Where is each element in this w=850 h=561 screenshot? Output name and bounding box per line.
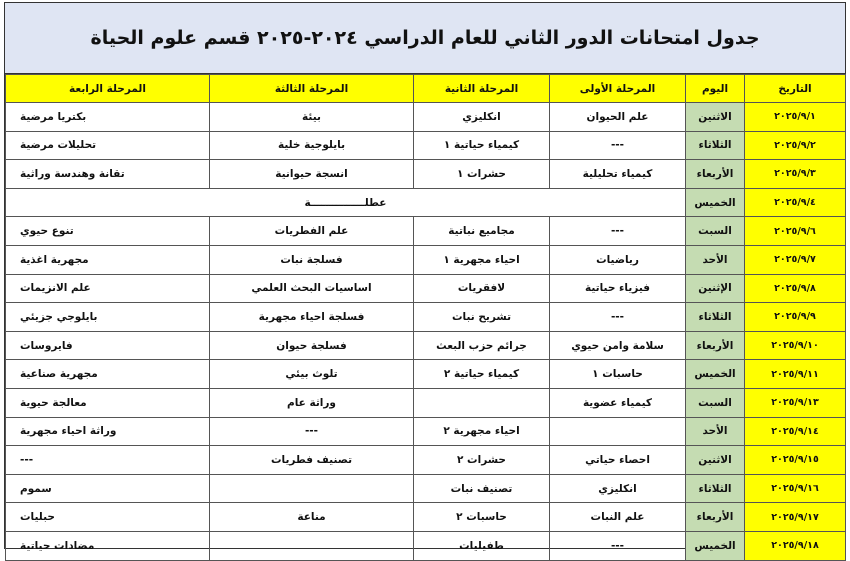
cell-stage-4: تقانة وهندسة وراثية (6, 160, 210, 189)
cell-day: السبت (686, 388, 745, 417)
cell-stage-4: فايروسات (6, 331, 210, 360)
cell-date: ٢٠٢٥/٩/١٤ (745, 417, 846, 446)
header-stage-2: المرحلة الثانية (414, 75, 550, 103)
cell-day: الثلاثاء (686, 131, 745, 160)
cell-day: الاثنين (686, 446, 745, 475)
cell-stage-1: انكليزي (550, 474, 686, 503)
table-row (6, 474, 846, 503)
table-row (6, 360, 846, 389)
cell-stage-2: كيمياء حياتية ٢ (414, 360, 550, 389)
cell-stage-2: انكليزي (414, 103, 550, 132)
cell-stage-4: بايلوجي جزيئي (6, 303, 210, 332)
cell-stage-2: احياء مجهرية ١ (414, 245, 550, 274)
cell-date: ٢٠٢٥/٩/٧ (745, 245, 846, 274)
cell-day: الثلاثاء (686, 303, 745, 332)
cell-date: ٢٠٢٥/٩/١٨ (745, 531, 846, 560)
cell-stage-4: وراثة احياء مجهرية (6, 417, 210, 446)
cell-stage-4: مضادات حياتية (6, 531, 210, 560)
cell-stage-3: اساسيات البحث العلمي (210, 274, 414, 303)
cell-date: ٢٠٢٥/٩/٩ (745, 303, 846, 332)
header-stage-1: المرحلة الأولى (550, 75, 686, 103)
header-stage-3: المرحلة الثالثة (210, 75, 414, 103)
cell-stage-3: تلوث بيئي (210, 360, 414, 389)
cell-stage-4: تحليلات مرضية (6, 131, 210, 160)
table-row (6, 274, 846, 303)
table-row (6, 160, 846, 189)
cell-stage-1: --- (550, 131, 686, 160)
cell-stage-3: علم الفطريات (210, 217, 414, 246)
cell-date: ٢٠٢٥/٩/١٥ (745, 446, 846, 475)
cell-stage-3: وراثة عام (210, 388, 414, 417)
cell-day: الاثنين (686, 103, 745, 132)
table-row (6, 388, 846, 417)
table-row (6, 103, 846, 132)
cell-stage-2: كيمياء حياتية ١ (414, 131, 550, 160)
cell-date: ٢٠٢٥/٩/١٠ (745, 331, 846, 360)
cell-stage-1: --- (550, 217, 686, 246)
holiday-cell: عطلـــــــــــــــة (6, 188, 686, 217)
cell-stage-1: --- (550, 531, 686, 560)
cell-stage-3: بايلوجية خلية (210, 131, 414, 160)
cell-day: الخميس (686, 188, 745, 217)
cell-date: ٢٠٢٥/٩/١١ (745, 360, 846, 389)
cell-stage-2: مجاميع نباتية (414, 217, 550, 246)
cell-stage-1 (550, 417, 686, 446)
cell-stage-2 (414, 388, 550, 417)
cell-date: ٢٠٢٥/٩/٢ (745, 131, 846, 160)
cell-stage-3: فسلجة نبات (210, 245, 414, 274)
cell-day: الأحد (686, 245, 745, 274)
header-day: اليوم (686, 75, 745, 103)
table-row-holiday (6, 188, 846, 217)
table-row (6, 245, 846, 274)
cell-date: ٢٠٢٥/٩/٤ (745, 188, 846, 217)
cell-stage-4: سموم (6, 474, 210, 503)
cell-stage-4: حبليات (6, 503, 210, 532)
cell-date: ٢٠٢٥/٩/١٧ (745, 503, 846, 532)
cell-stage-2: حشرات ١ (414, 160, 550, 189)
cell-day: الإثنين (686, 274, 745, 303)
cell-day: الثلاثاء (686, 474, 745, 503)
cell-date: ٢٠٢٥/٩/٨ (745, 274, 846, 303)
cell-stage-4: تنوع حيوي (6, 217, 210, 246)
cell-date: ٢٠٢٥/٩/٦ (745, 217, 846, 246)
cell-stage-2: احياء مجهرية ٢ (414, 417, 550, 446)
cell-stage-3: فسلجة احياء مجهرية (210, 303, 414, 332)
cell-stage-1: رياضيات (550, 245, 686, 274)
cell-stage-3 (210, 474, 414, 503)
table-row (6, 446, 846, 475)
cell-stage-4: مجهرية صناعية (6, 360, 210, 389)
cell-stage-1: كيمياء عضوية (550, 388, 686, 417)
cell-stage-2: حشرات ٢ (414, 446, 550, 475)
table-row (6, 531, 846, 560)
cell-stage-1: علم الحيوان (550, 103, 686, 132)
cell-stage-1: احصاء حياتي (550, 446, 686, 475)
cell-stage-1: حاسبات ١ (550, 360, 686, 389)
cell-stage-1: --- (550, 303, 686, 332)
header-stage-4: المرحلة الرابعة (6, 75, 210, 103)
cell-date: ٢٠٢٥/٩/١٣ (745, 388, 846, 417)
table-header-row (6, 75, 846, 103)
cell-day: الخميس (686, 531, 745, 560)
schedule-title: جدول امتحانات الدور الثاني للعام الدراسي ٢٠٢٤-٢٠٢٥ قسم علوم الحياة (5, 3, 845, 74)
cell-day: الخميس (686, 360, 745, 389)
cell-date: ٢٠٢٥/٩/١٦ (745, 474, 846, 503)
table-row (6, 417, 846, 446)
cell-date: ٢٠٢٥/٩/٣ (745, 160, 846, 189)
cell-day: الأربعاء (686, 503, 745, 532)
cell-stage-2: طفيليات (414, 531, 550, 560)
cell-day: الأحد (686, 417, 745, 446)
table-row (6, 503, 846, 532)
cell-day: الأربعاء (686, 160, 745, 189)
cell-stage-2: تصنيف نبات (414, 474, 550, 503)
cell-stage-3 (210, 531, 414, 560)
cell-stage-3: --- (210, 417, 414, 446)
cell-stage-2: جرائم حزب البعث (414, 331, 550, 360)
cell-stage-4: --- (6, 446, 210, 475)
table-row (6, 303, 846, 332)
cell-day: السبت (686, 217, 745, 246)
exam-schedule-table (5, 74, 846, 561)
cell-stage-1: علم النبات (550, 503, 686, 532)
cell-stage-3: انسجة حيوانية (210, 160, 414, 189)
cell-stage-3: مناعة (210, 503, 414, 532)
exam-schedule-document (4, 2, 846, 552)
table-row (6, 217, 846, 246)
cell-stage-2: حاسبات ٢ (414, 503, 550, 532)
cell-day: الأربعاء (686, 331, 745, 360)
cell-stage-1: سلامة وامن حيوي (550, 331, 686, 360)
table-row (6, 331, 846, 360)
cell-stage-1: كيمياء تحليلية (550, 160, 686, 189)
cell-stage-1: فيزياء حياتية (550, 274, 686, 303)
table-row (6, 131, 846, 160)
cell-stage-2: لافقريات (414, 274, 550, 303)
cell-stage-4: مجهرية اغذية (6, 245, 210, 274)
header-date: التاريخ (745, 75, 846, 103)
cell-stage-3: فسلجة حيوان (210, 331, 414, 360)
cell-stage-3: بيئة (210, 103, 414, 132)
cell-stage-4: بكتريا مرضية (6, 103, 210, 132)
cell-stage-4: علم الانزيمات (6, 274, 210, 303)
cell-stage-4: معالجة حيوية (6, 388, 210, 417)
cell-stage-3: تصنيف فطريات (210, 446, 414, 475)
cell-date: ٢٠٢٥/٩/١ (745, 103, 846, 132)
cell-stage-2: تشريح نبات (414, 303, 550, 332)
